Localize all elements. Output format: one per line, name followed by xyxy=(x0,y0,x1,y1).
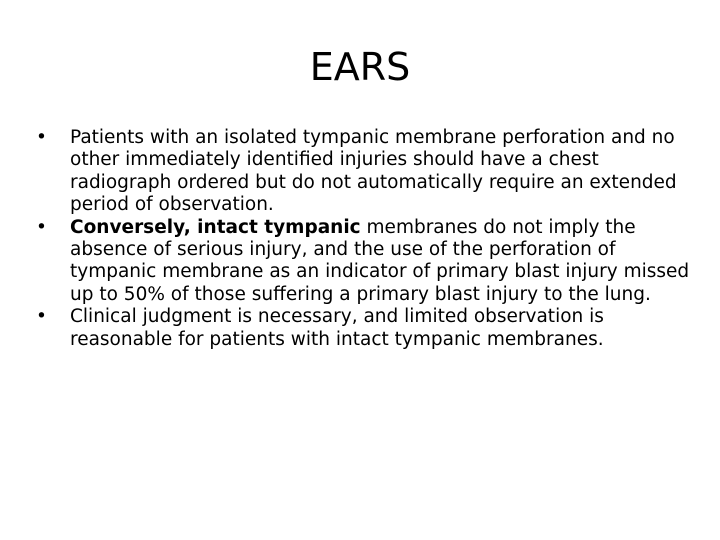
bullet-item-observation xyxy=(36,127,696,217)
bullet-item-clinical-judgment xyxy=(36,306,696,351)
bullet-dot-icon: • xyxy=(36,216,47,238)
bullet-bold-text: Conversely, intact tympanic xyxy=(70,216,361,238)
bullet-dot-icon: • xyxy=(36,127,47,148)
bullet-text: membranes do not imply the absence of serious injury, and the use of the perforation of tympanic membrane as an indicator of primary blast injury missed up to 50% of those suffering a primary blast injury to the lung. xyxy=(70,216,690,305)
bullet-list xyxy=(36,127,696,351)
bullet-text: Patients with an isolated tympanic membrane perforation and no other immediately identified injuries should have a chest radiograph ordered but do not automatically require an extended period of observation. xyxy=(70,127,677,216)
bullet-dot-icon: • xyxy=(36,306,47,328)
slide-title: EARS xyxy=(309,45,411,89)
bullet-text: Clinical judgment is necessary, and limited observation is reasonable for patients with intact tympanic membranes. xyxy=(70,306,604,350)
bullet-item-intact-membranes xyxy=(36,217,696,307)
